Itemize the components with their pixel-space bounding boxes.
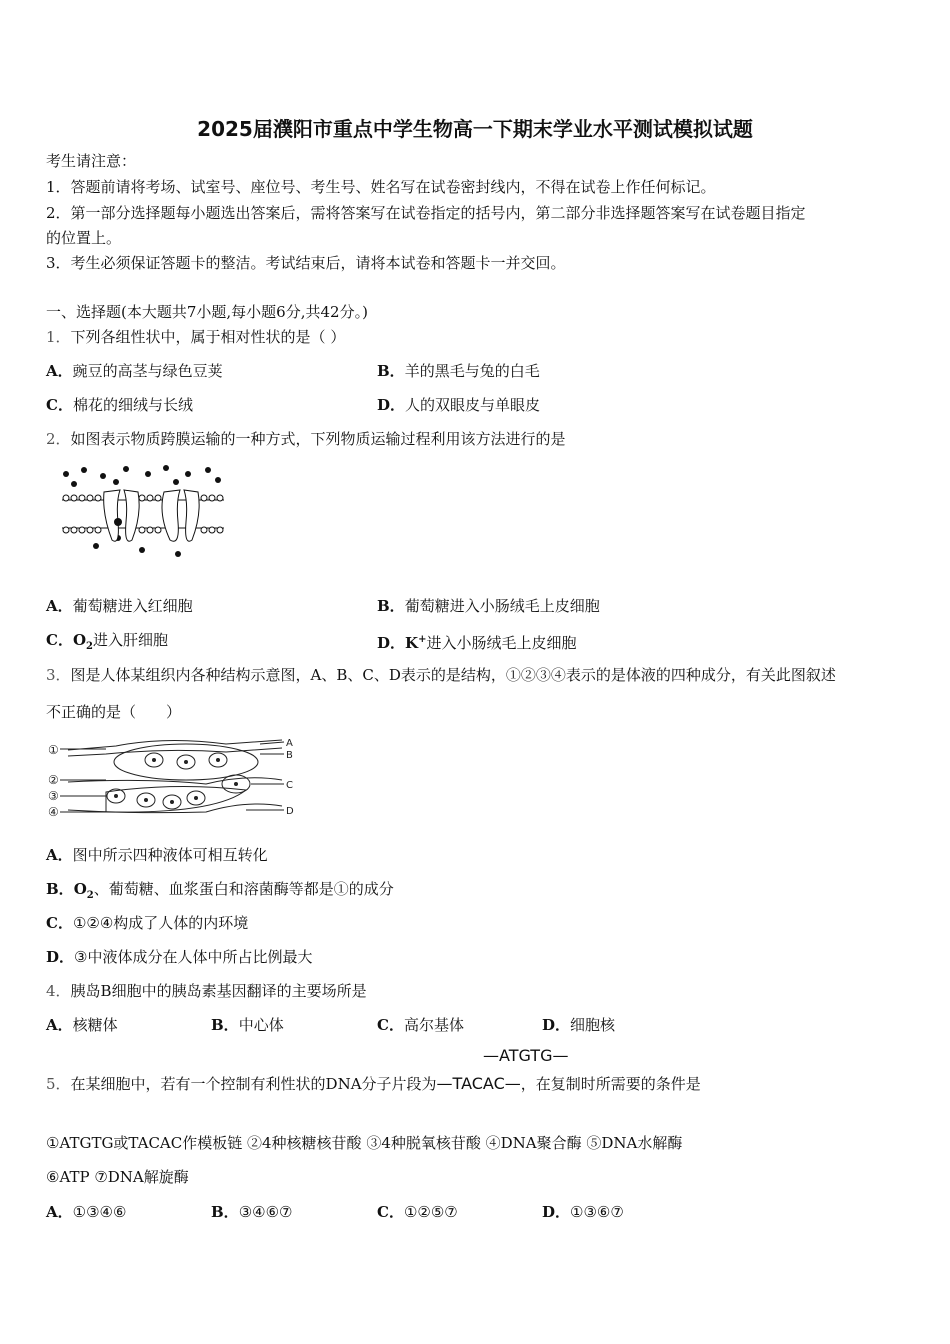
q5-stem-post: ，在复制时所需要的条件是 <box>520 1075 701 1093</box>
q5-option-c: C．①②⑤⑦ <box>377 1203 458 1221</box>
fig-label-c: C <box>286 780 293 791</box>
section-heading: 一、选择题(本大题共7小题,每小题6分,共42分。) <box>46 303 368 321</box>
notice-heading: 考生请注意： <box>46 152 137 170</box>
q1-number: 1． <box>46 328 71 346</box>
question-4: 4．胰岛B细胞中的胰岛素基因翻译的主要场所是 <box>46 982 367 1000</box>
q2-option-b: B．葡萄糖进入小肠绒毛上皮细胞 <box>377 597 600 615</box>
q3-stem-1: 图是人体某组织内各种结构示意图，A、B、C、D表示的是结构，①②③④表示的是体液的四种成分，有关此图叙述 <box>70 666 836 684</box>
q1-option-b: B．羊的黑毛与兔的白毛 <box>377 362 540 380</box>
page-title: 2025届濮阳市重点中学生物高一下期末学业水平测试模拟试题 <box>197 117 753 141</box>
fig-label-a: A <box>286 738 293 749</box>
q2-option-a: A．葡萄糖进入红细胞 <box>46 597 193 615</box>
q5-option-b: B．③④⑥⑦ <box>211 1203 293 1221</box>
q1-option-c: C．棉花的细绒与长绒 <box>46 396 193 414</box>
q3-option-b: B．$O_2$、葡萄糖、血浆蛋白和溶菌酶等都是①的成分 <box>46 880 394 901</box>
fig-label-3: ③ <box>48 789 59 803</box>
dna-strand-top: —ATGTG— <box>483 1046 569 1065</box>
membrane-transport-figure <box>58 462 228 562</box>
notice-item-3: 3．考生必须保证答题卡的整洁。考试结束后，请将本试卷和答题卡一并交回。 <box>46 254 566 272</box>
q3-stem-2: 不正确的是（ ） <box>46 703 182 721</box>
q2-option-c: C．$O_2$进入肝细胞 <box>46 631 169 652</box>
question-2: 2．如图表示物质跨膜运输的一种方式，下列物质运输过程利用该方法进行的是 <box>46 430 566 448</box>
q5-option-a: A．①③④⑥ <box>46 1203 127 1221</box>
q3-option-c: C．①②④构成了人体的内环境 <box>46 914 249 932</box>
q3-option-a: A．图中所示四种液体可相互转化 <box>46 846 268 864</box>
notice-item-2-cont: 的位置上。 <box>46 229 122 247</box>
q4-stem: 胰岛B细胞中的胰岛素基因翻译的主要场所是 <box>70 982 367 1000</box>
q4-option-c: C．高尔基体 <box>377 1016 464 1034</box>
q1-option-a: A．豌豆的高茎与绿色豆荚 <box>46 362 223 380</box>
q3-option-d: D．③中液体成分在人体中所占比例最大 <box>46 948 313 966</box>
q2-stem: 如图表示物质跨膜运输的一种方式，下列物质运输过程利用该方法进行的是 <box>70 430 566 448</box>
fig-label-d: D <box>286 806 294 817</box>
tissue-structure-figure <box>46 734 306 824</box>
notice-item-2: 2．第一部分选择题每小题选出答案后，需将答案写在试卷指定的括号内，第二部分非选择题答案写在试卷题目指定 <box>46 204 806 222</box>
q5-stem-pre: 在某细胞中，若有一个控制有利性状的DNA分子片段为 <box>70 1075 437 1093</box>
q4-option-a: A．核糖体 <box>46 1016 118 1034</box>
fig-label-1: ① <box>48 743 59 757</box>
question-3: 3．图是人体某组织内各种结构示意图，A、B、C、D表示的是结构，①②③④表示的是体液的四种成分，有关此图叙述 <box>46 666 836 684</box>
dna-strand-bottom: —TACAC— <box>436 1074 521 1093</box>
question-5: 5．在某细胞中，若有一个控制有利性状的DNA分子片段为—TACAC—，在复制时所需要的条件是 <box>46 1074 701 1093</box>
q4-option-d: D．细胞核 <box>542 1016 616 1034</box>
notice-item-1: 1．答题前请将考场、试室号、座位号、考生号、姓名写在试卷密封线内，不得在试卷上作任何标记。 <box>46 178 716 196</box>
question-1 <box>46 327 345 347</box>
fig-label-2: ② <box>48 773 59 787</box>
q4-option-b: B．中心体 <box>211 1016 284 1034</box>
fig-label-b: B <box>286 750 293 761</box>
q1-stem: 下列各组性状中，属于相对性状的是（ ） <box>70 328 346 346</box>
q1-option-d: D．人的双眼皮与单眼皮 <box>377 396 541 414</box>
q5-conditions-2: ⑥ATP ⑦DNA解旋酶 <box>46 1168 189 1186</box>
fig-label-4: ④ <box>48 805 59 819</box>
q5-conditions-1: ①ATGTG或TACAC作模板链 ②4种核糖核苷酸 ③4种脱氧核苷酸 ④DNA聚合酶 ⑤DNA水解酶 <box>46 1134 683 1152</box>
q2-option-d: D．K+进入小肠绒毛上皮细胞 <box>377 634 577 652</box>
q5-option-d: D．①③⑥⑦ <box>542 1203 624 1221</box>
